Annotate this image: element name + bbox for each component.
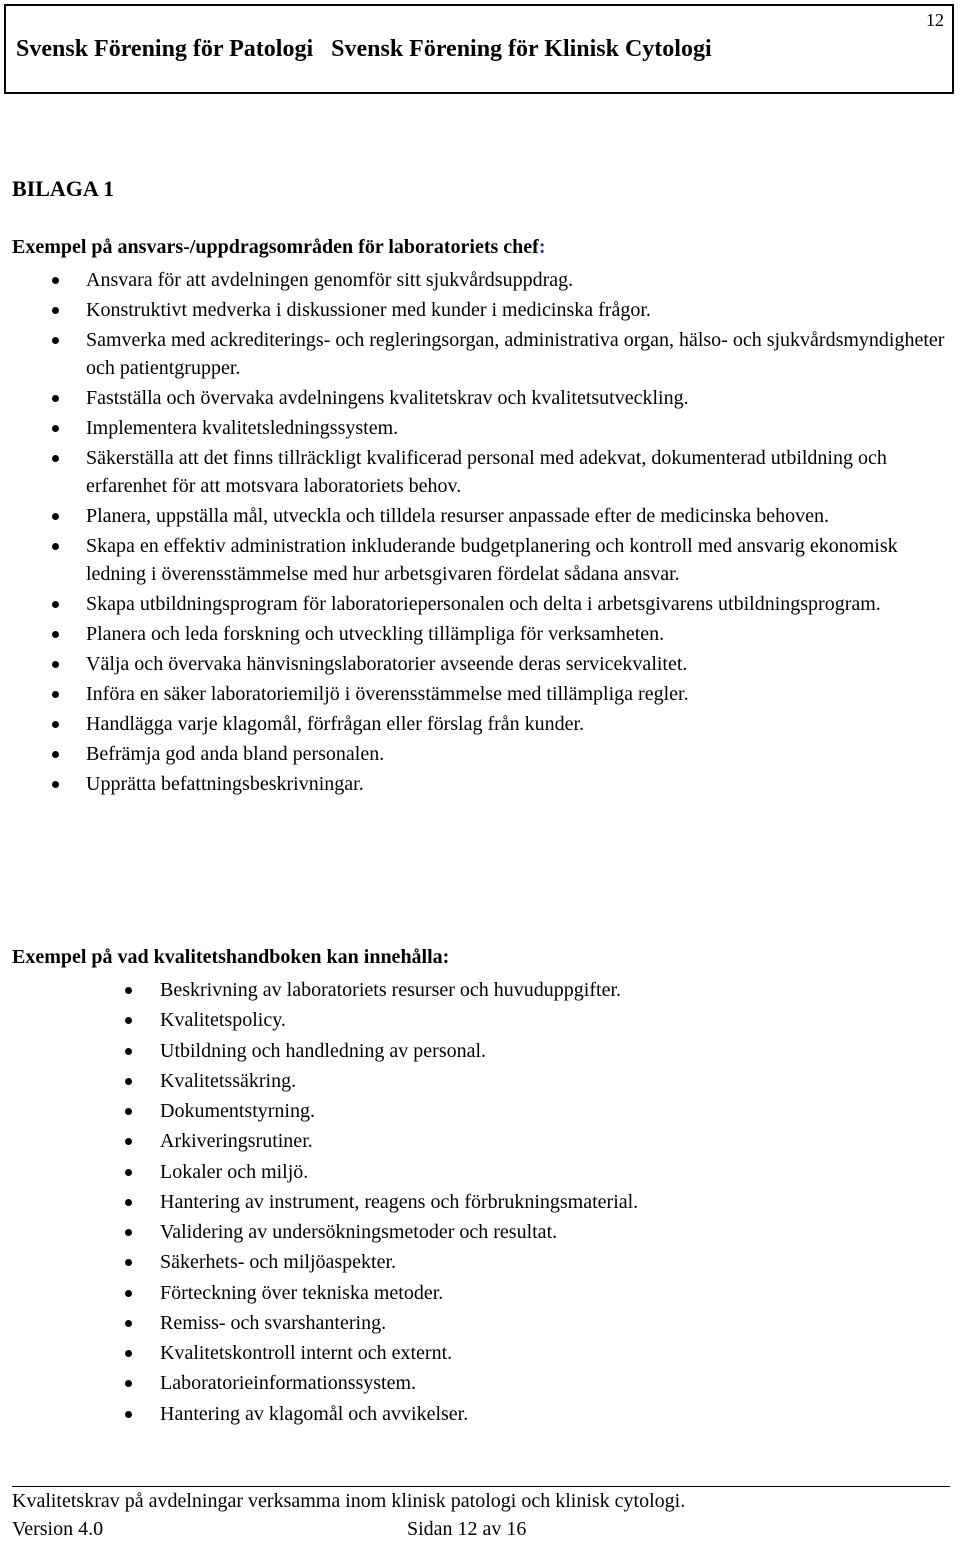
list-item: Handlägga varje klagomål, förfrågan eller förslag från kunder. [86,710,946,738]
list-item: Implementera kvalitetsledningssystem. [86,414,946,442]
responsibilities-list [86,266,946,800]
list-item: Beskrivning av laboratoriets resurser och huvuduppgifter. [160,976,940,1004]
header-title: Svensk Förening för Patologi Svensk Förening för Klinisk Cytologi [16,36,712,62]
list-item: Lokaler och miljö. [160,1158,940,1186]
page-header [4,4,954,94]
footer-divider [12,1486,950,1487]
list-item: Hantering av instrument, reagens och förbrukningsmaterial. [160,1188,940,1216]
section1-heading-colon: : [538,236,546,258]
list-item: Samverka med ackrediterings- och regleringsorgan, administrativa organ, hälso- och sjukvårdsmyndigheter och patientgrupper. [86,326,946,382]
section1-heading-text: Exempel på ansvars-/uppdragsområden för laboratoriets chef [12,236,539,258]
list-item: Upprätta befattningsbeskrivningar. [86,770,946,798]
footer-version: Version 4.0 [12,1518,104,1540]
list-item: Kvalitetskontroll internt och externt. [160,1339,940,1367]
footer-document-title: Kvalitetskrav på avdelningar verksamma inom klinisk patologi och klinisk cytologi. [12,1490,686,1512]
list-item: Kvalitetspolicy. [160,1006,940,1034]
list-item: Konstruktivt medverka i diskussioner med kunder i medicinska frågor. [86,296,946,324]
section1-heading [12,236,546,259]
list-item: Utbildning och handledning av personal. [160,1037,940,1065]
list-item: Säkerhets- och miljöaspekter. [160,1248,940,1276]
section2-heading: Exempel på vad kvalitetshandboken kan innehålla: [12,946,450,968]
list-item: Säkerställa att det finns tillräckligt kvalificerad personal med adekvat, dokumenterad utbildning och erfarenhet för att motsvara laboratoriets behov. [86,444,946,500]
list-item: Hantering av klagomål och avvikelser. [160,1400,940,1428]
list-item: Förteckning över tekniska metoder. [160,1279,940,1307]
list-item: Ansvara för att avdelningen genomför sitt sjukvårdsuppdrag. [86,266,946,294]
list-item: Dokumentstyrning. [160,1097,940,1125]
list-item: Laboratorieinformationssystem. [160,1369,940,1397]
list-item: Införa en säker laboratoriemiljö i överensstämmelse med tillämpliga regler. [86,680,946,708]
list-item: Planera, uppställa mål, utveckla och tilldela resurser anpassade efter de medicinska behoven. [86,502,946,530]
page-number: 12 [926,10,944,30]
list-item: Skapa utbildningsprogram för laboratoriepersonalen och delta i arbetsgivarens utbildningsprogram. [86,590,946,618]
list-item: Fastställa och övervaka avdelningens kvalitetskrav och kvalitetsutveckling. [86,384,946,412]
quality-handbook-list [160,976,940,1430]
list-item: Remiss- och svarshantering. [160,1309,940,1337]
list-item: Validering av undersökningsmetoder och resultat. [160,1218,940,1246]
list-item: Befrämja god anda bland personalen. [86,740,946,768]
list-item: Skapa en effektiv administration inkluderande budgetplanering och kontroll med ansvarig ekonomisk ledning i överensstämmelse med hur arbetsgivaren fördelat sådana ansvar. [86,532,946,588]
footer-page-label: Sidan 12 av 16 [407,1518,527,1540]
list-item: Välja och övervaka hänvisningslaboratorier avseende deras servicekvalitet. [86,650,946,678]
list-item: Planera och leda forskning och utveckling tillämpliga för verksamheten. [86,620,946,648]
list-item: Kvalitetssäkring. [160,1067,940,1095]
list-item: Arkiveringsrutiner. [160,1127,940,1155]
attachment-title: BILAGA 1 [12,176,115,201]
